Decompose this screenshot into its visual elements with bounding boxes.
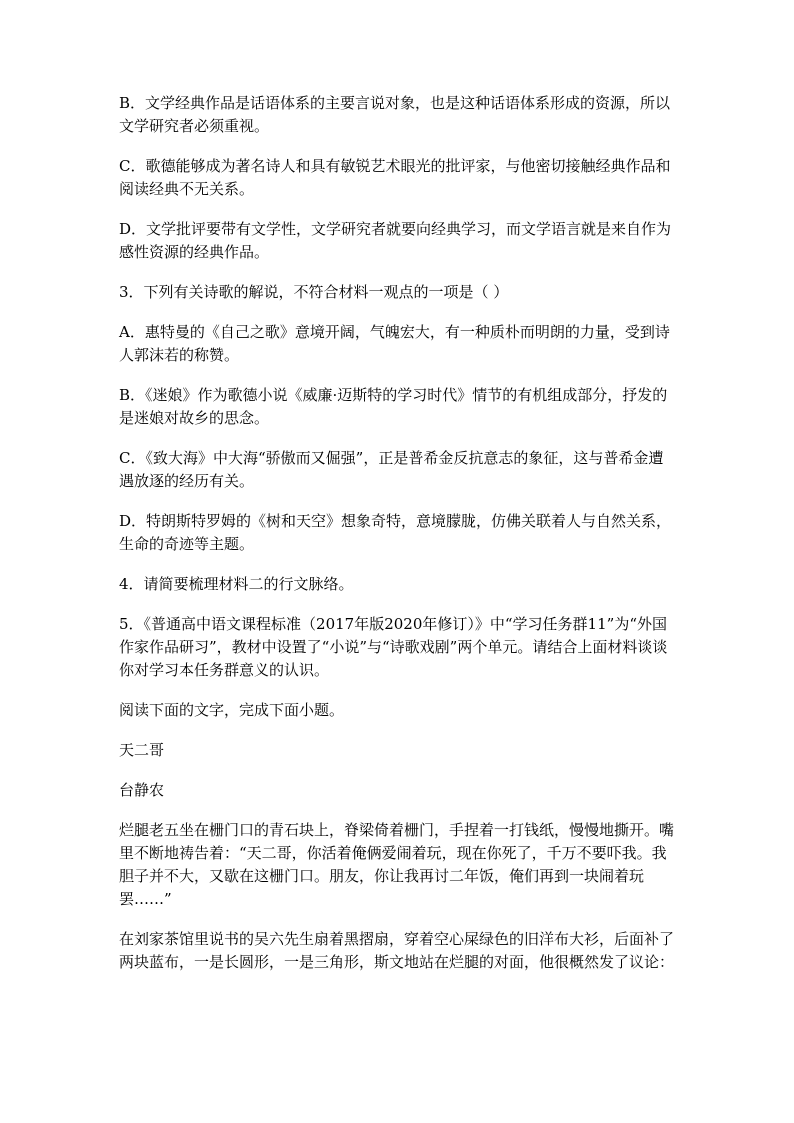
question-5: 5．《普通高中语文课程标准（2017年版2020年修订）》中“学习任务群11”为“外国作家作品研习”，教材中设置了“小说”与“诗歌戏剧”两个单元。请结合上面材料谈谈你对学习本任务群意义的认识。 [119, 615, 668, 679]
option-b-q3: B．《迷娘》作为歌德小说《威廉·迈斯特的学习时代》情节的有机组成部分，抒发的是迷娘对故乡的思念。 [119, 386, 668, 427]
document-body [119, 92, 675, 991]
option-a-q3: A．惠特曼的《自己之歌》意境开阔，气魄宏大，有一种质朴而明朗的力量，受到诗人郭沫若的称赞。 [119, 323, 670, 364]
option-d-q2: D．文学批评要带有文学性，文学研究者就要向经典学习，而文学语言就是来自作为感性资源的经典作品。 [119, 220, 672, 261]
question-3: 3．下列有关诗歌的解说，不符合材料一观点的一项是（ ） [119, 283, 509, 301]
reading-instruction: 阅读下面的文字，完成下面小题。 [119, 701, 345, 719]
question-4: 4．请简要梳理材料二的行文脉络。 [119, 575, 354, 593]
option-b-q2: B．文学经典作品是话语体系的主要言说对象，也是这种话语体系形成的资源，所以文学研究者必须重视。 [119, 94, 671, 135]
story-paragraph: 烂腿老五坐在栅门口的青石块上，脊梁倚着栅门，手捏着一打钱纸，慢慢地撕开。嘴里不断地祷告着：“天二哥，你活着俺俩爱闹着玩，现在你死了，千万不要吓我。我胆子并不大，又歇在这栅门口。朋友，你让我再讨二年饭，俺们再到一块闹着玩罢……” [119, 821, 675, 908]
story-title: 天二哥 [119, 741, 165, 759]
option-d-q3: D．特朗斯特罗姆的《树和天空》想象奇特，意境朦胧，仿佛关联着人与自然关系，生命的奇迹等主题。 [119, 512, 672, 553]
option-c-q2: C．歌德能够成为著名诗人和具有敏锐艺术眼光的批评家，与他密切接触经典作品和阅读经典不无关系。 [119, 157, 671, 198]
option-c-q3: C．《致大海》中大海“骄傲而又倔强”，正是普希金反抗意志的象征，这与普希金遭遇放逐的经历有关。 [119, 449, 664, 490]
story-author: 台静农 [119, 781, 165, 799]
story-paragraph: 在刘家茶馆里说书的吴六先生扇着黑摺扇，穿着空心屎绿色的旧洋布大衫，后面补了两块蓝布，一是长圆形，一是三角形，斯文地站在烂腿的对面，他很概然发了议论： [119, 930, 675, 971]
